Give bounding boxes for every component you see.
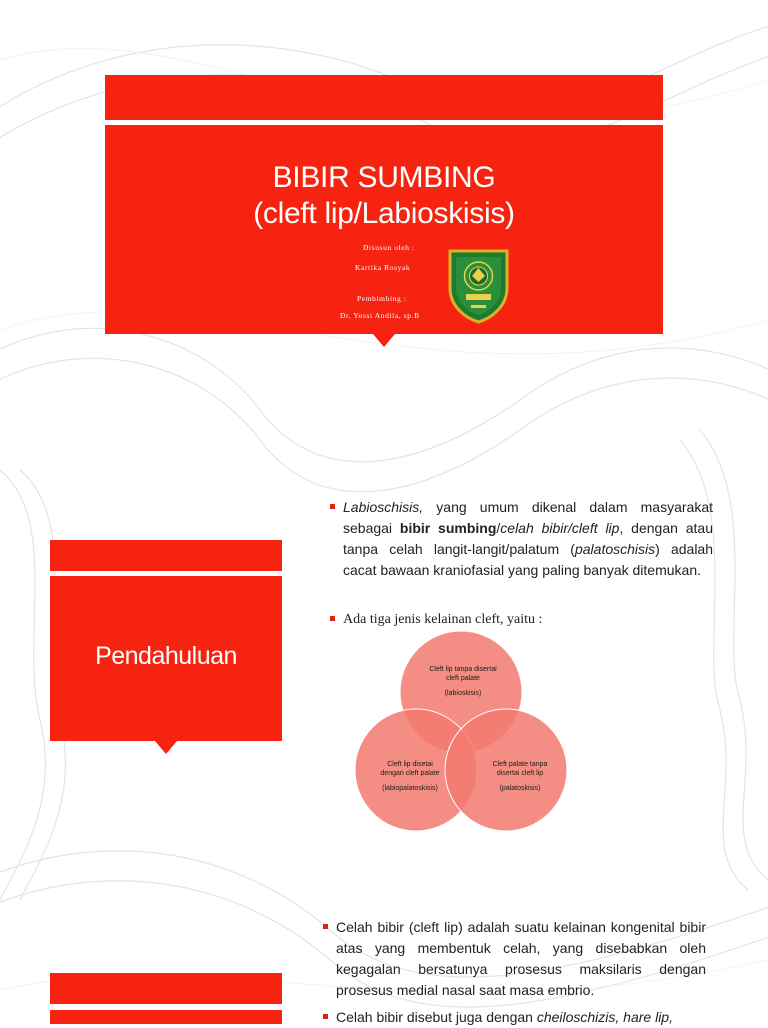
definition-title-panel [50, 1010, 282, 1024]
venn-label-palatoskisis: Cleft palate tanpa disertai cleft lip (palatoskisis) [492, 761, 548, 792]
cleft-lip-synonyms: Celah bibir disebut juga dengan cheiloschizis, hare lip, [336, 1009, 673, 1025]
university-crest-icon [447, 248, 510, 324]
supervisor-label: Pembimbing : [357, 294, 407, 303]
cleft-types-intro: Ada tiga jenis kelainan cleft, yaitu : [343, 612, 543, 627]
intro-paragraph: Labioschisis, yang umum dikenal dalam masyarakat sebagai bibir sumbing/celah bibir/cleft lip, dengan atau tanpa celah langit-langit/palatum (palatoschisis) adalah cacat bawaan kraniofasial yang paling banyak ditemukan. [343, 499, 713, 578]
title-line-2: (cleft lip/Labioskisis) [253, 197, 515, 230]
prepared-by-label: Disusun oleh : [363, 243, 415, 252]
cleft-lip-definition: Celah bibir (cleft lip) adalah suatu kelainan kongenital bibir atas yang membentuk celah, yang disebabkan oleh kegagalan bersatunya prosesus maksilaris dengan prosesus medial nasal saat masa embrio. [336, 919, 706, 998]
term-bibir-sumbing: bibir sumbing [399, 520, 497, 536]
bullet-marker [323, 924, 328, 929]
title-line-1: BIBIR SUMBING [272, 161, 496, 194]
section-title: Pendahuluan [95, 642, 237, 670]
title-pointer [373, 334, 395, 347]
bullet-marker [323, 1014, 328, 1019]
supervisor-name: Dr. Yossi Andila, sp.B [340, 311, 420, 320]
bullet-marker [330, 504, 335, 509]
venn-label-labioskisis: Cleft lip tanpa disertai cleft palate (labioskisis) [429, 666, 497, 697]
presentation-title [105, 160, 663, 232]
cleft-types-venn-diagram [355, 630, 570, 835]
title-top-band [105, 75, 663, 120]
term-labioschisis: Labioschisis, [343, 499, 424, 515]
definition-top-band [50, 973, 282, 1004]
bullet-marker [330, 616, 335, 621]
intro-pointer [155, 741, 177, 754]
venn-label-labiopalatoskisis: Cleft lip disetai dengan cleft palate (labiopalatoskisis) [380, 761, 440, 792]
author-name: Kartika Rosyak [355, 263, 411, 272]
intro-top-band [50, 540, 282, 571]
